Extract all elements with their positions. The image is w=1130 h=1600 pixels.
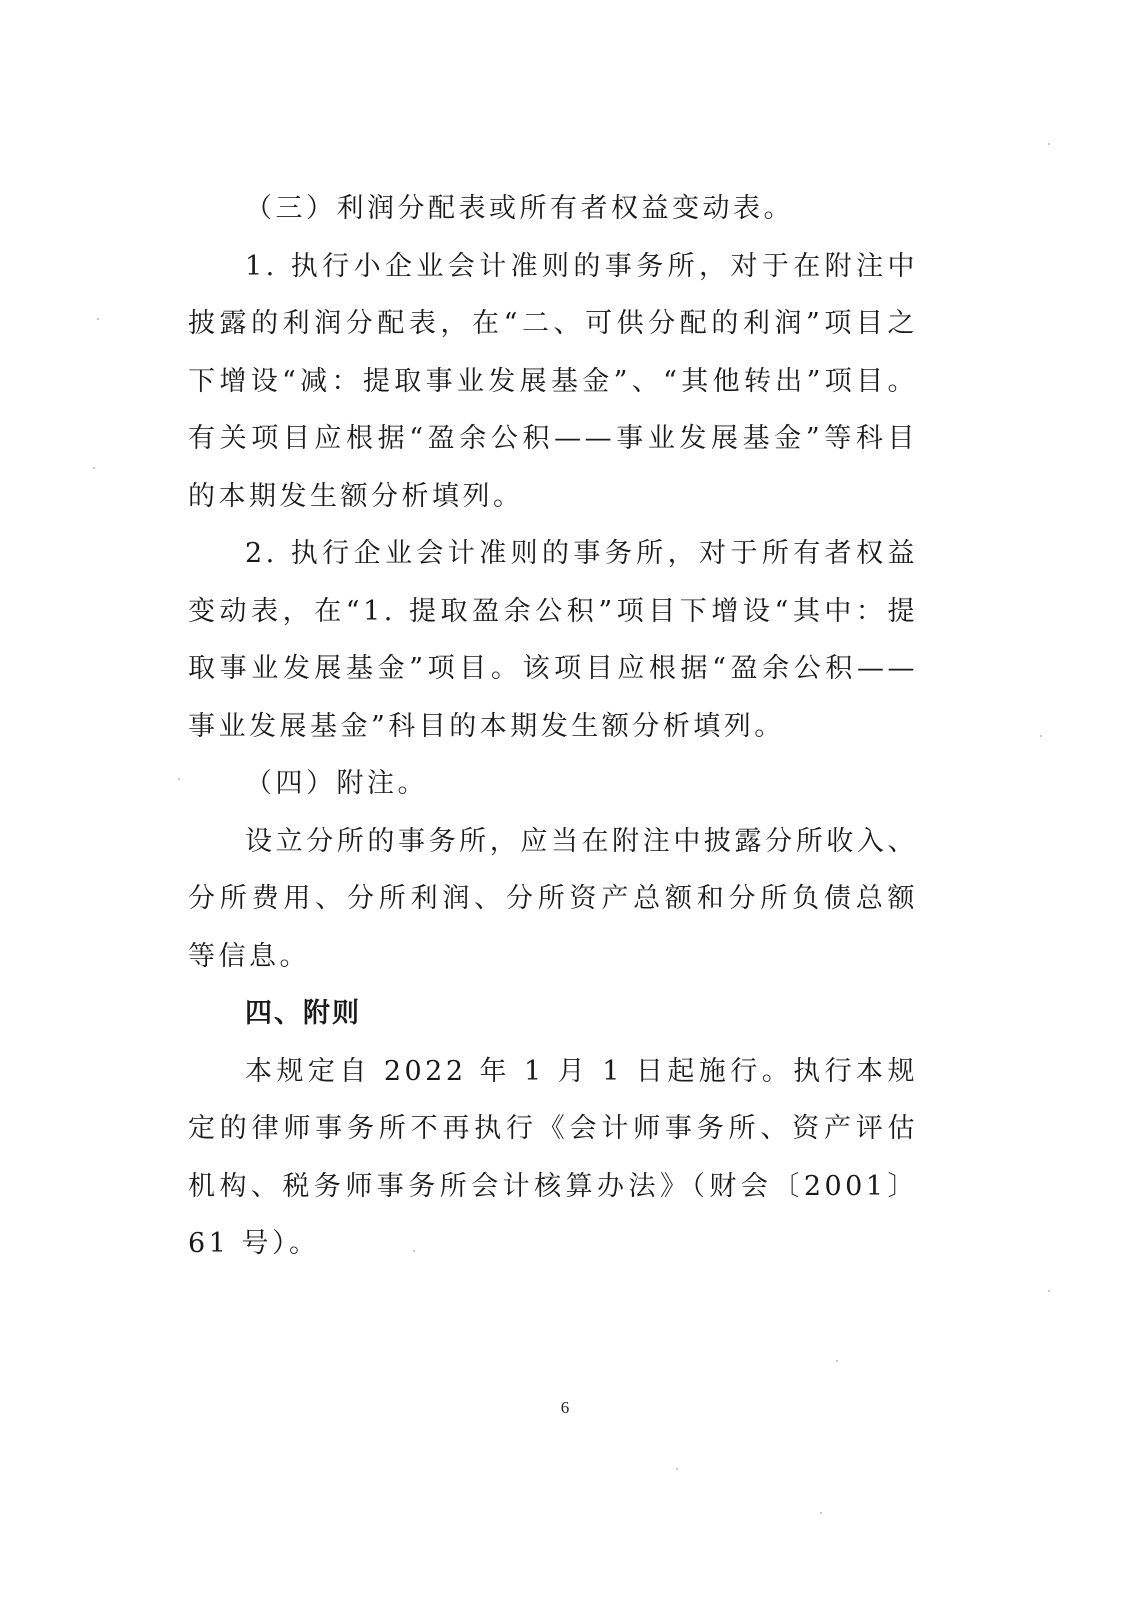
scan-speck bbox=[676, 1468, 678, 1470]
scan-speck bbox=[1048, 143, 1050, 145]
scan-speck bbox=[178, 778, 180, 780]
scan-speck bbox=[93, 467, 95, 469]
paragraph-small-enterprise-standard: 1. 执行小企业会计准则的事务所，对于在附注中披露的利润分配表，在“二、可供分配的利润”项目之下增设“减：提取事业发展基金”、“其他转出”项目。有关项目应根据“盈余公积——事业发展基金”等科目的本期发生额分析填列。 bbox=[188, 250, 918, 512]
scan-speck bbox=[413, 1250, 415, 1252]
paragraph-branch-disclosure: 设立分所的事务所，应当在附注中披露分所收入、分所费用、分所利润、分所资产总额和分所负债总额等信息。 bbox=[188, 825, 918, 972]
page-number: 6 bbox=[560, 1398, 570, 1417]
document-body bbox=[188, 180, 918, 1273]
paragraph-enterprise-standard: 2. 执行企业会计准则的事务所，对于所有者权益变动表，在“1. 提取盈余公积”项目下增设“其中：提取事业发展基金”项目。该项目应根据“盈余公积——事业发展基金”科目的本期发生额分析填列。 bbox=[188, 538, 918, 742]
scan-speck bbox=[97, 318, 99, 320]
scan-speck bbox=[836, 1360, 838, 1362]
section-heading-profit-distribution: （三）利润分配表或所有者权益变动表。 bbox=[245, 193, 794, 224]
scan-speck bbox=[820, 1512, 822, 1514]
section-heading-notes: （四）附注。 bbox=[245, 768, 428, 799]
scan-speck bbox=[1040, 735, 1042, 737]
scan-speck bbox=[1048, 1290, 1050, 1292]
paragraph-effective-date: 本规定自 2022 年 1 月 1 日起施行。执行本规定的律师事务所不再执行《会计师事务所、资产评估机构、税务师事务所会计核算办法》（财会〔2001〕61 号）。 bbox=[188, 1055, 918, 1259]
chapter-heading-supplementary: 四、附则 bbox=[245, 998, 361, 1029]
